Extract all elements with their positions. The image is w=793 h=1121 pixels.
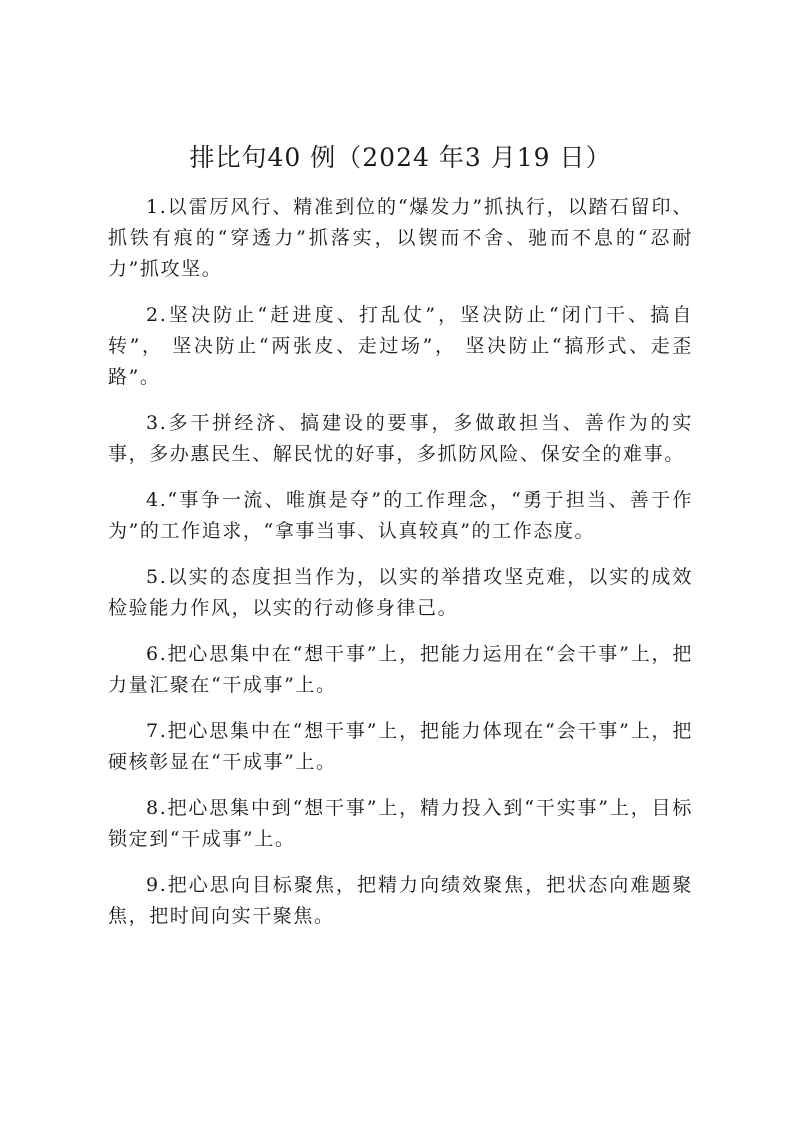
list-item-9: 9.把心思向目标聚焦，把精力向绩效聚焦，把状态向难题聚焦，把时间向实干聚焦。 [108,874,693,927]
list-item-1: 1.以雷厉风行、精准到位的“爆发力”抓执行，以踏石留印、抓铁有痕的“穿透力”抓落实，以锲而不舍、驰而不息的“忍耐力”抓攻坚。 [108,196,693,280]
list-item-3: 3.多干拼经济、搞建设的要事，多做敢担当、善作为的实事，多办惠民生、解民忧的好事，多抓防风险、保安全的难事。 [108,412,693,465]
document-page [108,140,693,947]
list-item-6: 6.把心思集中在“想干事”上，把能力运用在“会干事”上，把力量汇聚在“干成事”上。 [108,643,693,696]
list-item-8: 8.把心思集中到“想干事”上，精力投入到“干实事”上，目标锁定到“干成事”上。 [108,797,693,850]
list-item-5: 5.以实的态度担当作为，以实的举措攻坚克难，以实的成效检验能力作风，以实的行动修身律己。 [108,566,693,619]
list-item-4: 4.“事争一流、唯旗是夺”的工作理念，“勇于担当、善于作为”的工作追求，“拿事当事、认真较真”的工作态度。 [108,489,693,542]
page-title: 排比句40 例（2024 年3 月19 日） [189,143,612,172]
list-item-2: 2.坚决防止“赶进度、打乱仗”，坚决防止“闭门干、搞自转”， 坚决防止“两张皮、走过场”， 坚决防止“搞形式、走歪路”。 [108,304,693,388]
list-item-7: 7.把心思集中在“想干事”上，把能力体现在“会干事”上，把硬核彰显在“干成事”上。 [108,720,693,773]
